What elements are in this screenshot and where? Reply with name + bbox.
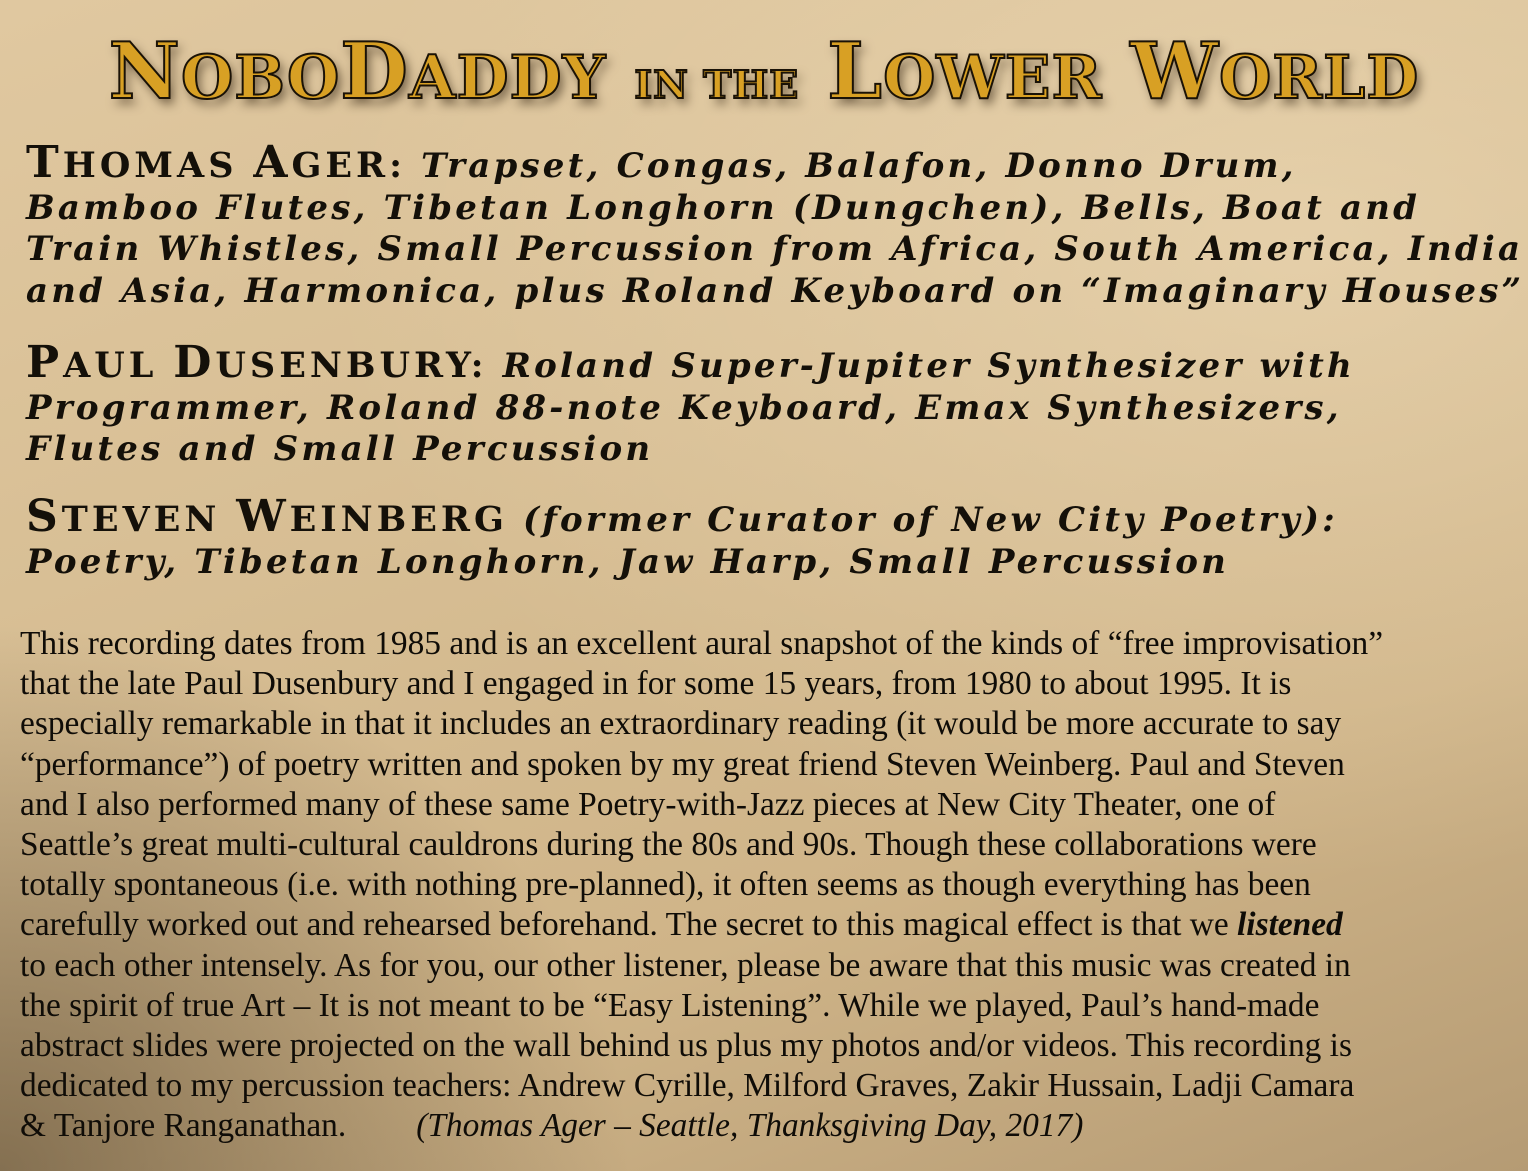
page-title — [0, 26, 1528, 117]
instrument-list: Roland Super-Jupiter Synthesizer with — [502, 346, 1355, 386]
title-letter: W — [1130, 26, 1219, 117]
notes-line: “performance”) of poetry written and spoken by my great friend Steven Weinberg. Paul and Steven — [20, 745, 1345, 783]
notes-line: and I also performed many of these same Poetry-with-Jazz pieces at New City Theater, one of — [20, 785, 1276, 823]
musician-name: THOMAS AGER: — [26, 137, 407, 188]
credit-thomas-ager — [26, 137, 1525, 312]
notes-line: especially remarkable in that it includes an extraordinary reading (it would be more accurate to say — [20, 705, 1342, 743]
instrument-list: Train Whistles, Small Percussion from Africa, South America, India — [26, 229, 1524, 269]
title-text: OBO — [180, 43, 341, 113]
instrument-list: and Asia, Harmonica, plus Roland Keyboard on “Imaginary Houses” — [26, 270, 1525, 311]
signoff: (Thomas Ager – Seattle, Thanksgiving Day, 2017) — [416, 1107, 1084, 1145]
notes-line: totally spontaneous (i.e. with nothing pre-planned), it often seems as though everything has been — [20, 866, 1311, 904]
notes-line: This recording dates from 1985 and is an excellent aural snapshot of the kinds of “free improvisation” — [20, 625, 1384, 662]
instrument-list: Poetry, Tibetan Longhorn, Jaw Harp, Small Percussion — [26, 541, 1230, 582]
notes-line: Seattle’s great multi-cultural cauldrons during the 80s and 90s. Though these collaborations were — [20, 826, 1317, 864]
instrument-list: Programmer, Roland 88-note Keyboard, Emax Synthesizers, — [26, 387, 1342, 428]
instrument-list: Bamboo Flutes, Tibetan Longhorn (Dungchen), Bells, Boat and — [26, 187, 1421, 228]
notes-line: & Tanjore Ranganathan. (Thomas Ager – Seattle, Thanksgiving Day, 2017) — [20, 1107, 1084, 1145]
title-text: ORLD — [1218, 43, 1420, 113]
musician-name: PAUL DUSENBURY: — [26, 337, 488, 388]
title-letter: N — [108, 26, 181, 117]
instrument-list: Flutes and Small Percussion — [26, 429, 654, 469]
instrument-list: (former Curator of New City Poetry): — [522, 500, 1338, 540]
notes-line: that the late Paul Dusenbury and I engaged in for some 15 years, from 1980 to about 1995. It is — [20, 665, 1292, 703]
notes-line: dedicated to my percussion teachers: Andrew Cyrille, Milford Graves, Zakir Hussain, Ladji Camara — [20, 1067, 1355, 1105]
credit-paul-dusenbury — [26, 337, 1506, 471]
title-text: ADDY — [408, 43, 607, 113]
title-letter: L — [827, 26, 884, 117]
title-connector: IN THE — [634, 62, 800, 107]
instrument-list: Trapset, Congas, Balafon, Donno Drum, — [421, 146, 1297, 186]
emphasis-listened: listened — [1237, 906, 1343, 944]
title-text: OWER — [883, 43, 1103, 113]
musician-name: STEVEN WEINBERG — [26, 491, 508, 542]
notes-line: carefully worked out and rehearsed beforehand. The secret to this magical effect is that we listened — [20, 906, 1343, 944]
credit-steven-weinberg — [26, 491, 1506, 583]
notes-line: to each other intensely. As for you, our other listener, please be aware that this music was created in — [20, 946, 1351, 984]
notes-line: abstract slides were projected on the wall behind us plus my photos and/or videos. This recording is — [20, 1027, 1352, 1065]
notes-line: the spirit of true Art – It is not meant to be “Easy Listening”. While we played, Paul’s hand-made — [20, 986, 1320, 1024]
liner-notes — [20, 624, 1520, 1147]
title-letter: D — [340, 26, 409, 117]
